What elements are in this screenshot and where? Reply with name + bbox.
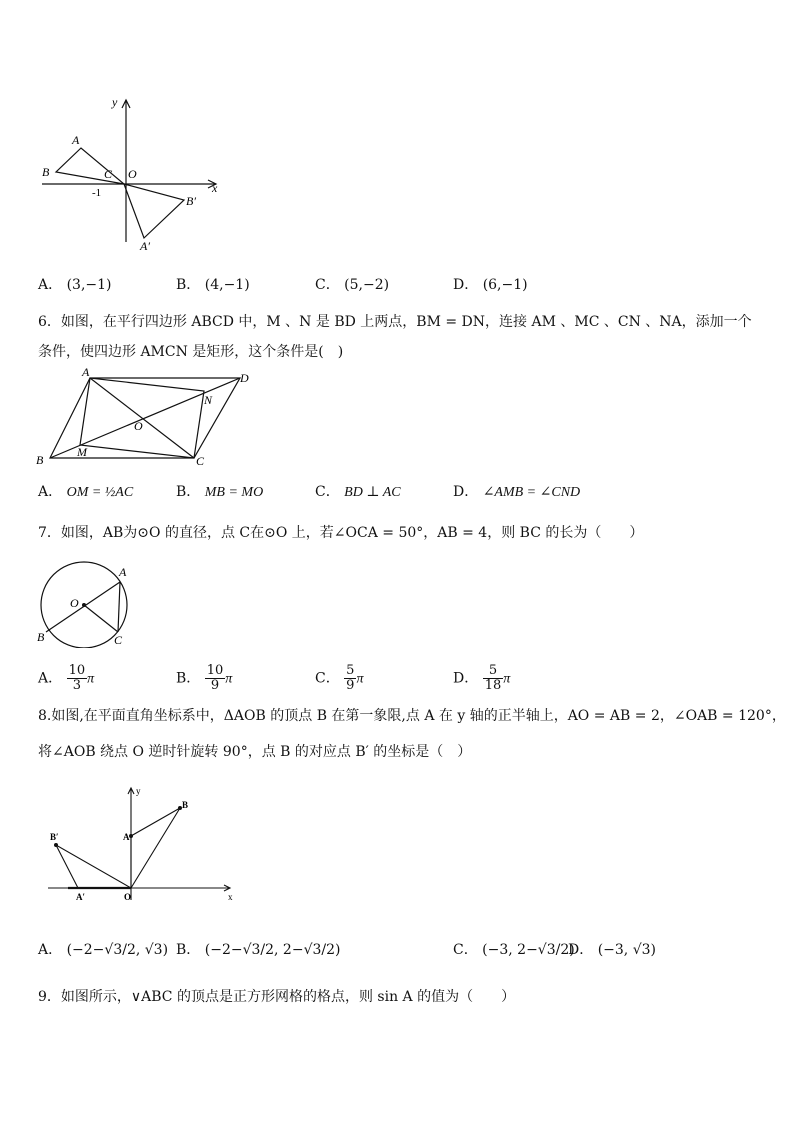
q8-label-A: A bbox=[123, 832, 130, 842]
q7-option-c-fraction: $\frac{5}{9}$ bbox=[346, 663, 355, 693]
q8-question-line1: 8.如图,在平面直角坐标系中，ΔAOB 的顶点 B 在第一象限,点 A 在 y 轴的正半轴上，AO = AB = 2，∠OAB = 120°， bbox=[38, 708, 786, 724]
q6-label-C: C bbox=[196, 454, 205, 468]
q5-x-label: x bbox=[212, 181, 218, 195]
q6-label-M: M bbox=[77, 445, 87, 459]
q6-option-d[interactable]: D． ∠AMB = ∠CND bbox=[453, 484, 581, 500]
q8-label-O: O bbox=[124, 892, 132, 902]
q7-label-A: A bbox=[119, 565, 127, 579]
q5-option-a[interactable]: A． (3,−1) bbox=[38, 277, 112, 293]
q8-figure bbox=[40, 782, 240, 906]
q7-question-line1: 7．如图，AB为⊙O 的直径，点 C在⊙O 上，若∠OCA = 50°，AB = 4，则 BC 的长为（ ） bbox=[38, 525, 644, 541]
q6-label-B: B bbox=[36, 453, 44, 467]
q5-option-b[interactable]: B． (4,−1) bbox=[176, 277, 250, 293]
q8-question-line2: 将∠AOB 绕点 O 逆时针旋转 90°，点 B 的对应点 B′ 的坐标是（ ） bbox=[38, 744, 472, 760]
q5-label-Aprime: A′ bbox=[140, 239, 150, 253]
q5-label-B: B bbox=[42, 165, 50, 179]
q7-option-b-fraction: $\frac{10}{9}$ bbox=[206, 663, 224, 693]
q8-label-Bprime: B′ bbox=[50, 832, 59, 842]
q6-question-line1: 6．如图，在平行四边形 ABCD 中，M 、N 是 BD 上两点，BM = DN，连接 AM 、MC 、CN 、NA，添加一个 bbox=[38, 314, 752, 330]
q7-option-a-fraction: $\frac{10}{3}$ bbox=[68, 663, 86, 693]
q6-option-c[interactable]: C． BD ⊥ AC bbox=[315, 484, 401, 500]
q7-label-B: B bbox=[37, 630, 45, 644]
q7-option-b[interactable]: B． $\frac{10}{9}$ π bbox=[176, 663, 233, 693]
q6-option-a[interactable]: A． OM = ½AC bbox=[38, 484, 134, 500]
q7-figure bbox=[34, 560, 144, 648]
q5-label-O: O bbox=[128, 167, 137, 181]
q5-option-c[interactable]: C． (5,−2) bbox=[315, 277, 390, 293]
q6-label-O: O bbox=[134, 419, 143, 433]
q5-label-neg1: -1 bbox=[92, 187, 102, 199]
q7-option-c[interactable]: C． $\frac{5}{9}$ π bbox=[315, 663, 364, 693]
q5-figure bbox=[36, 92, 226, 257]
q5-y-label: y bbox=[112, 95, 118, 109]
q8-option-b[interactable]: B． (−2−√3/2, 2−√3/2) bbox=[176, 942, 341, 958]
q5-label-C: C bbox=[104, 167, 113, 181]
q7-option-d[interactable]: D． $\frac{5}{18}$ π bbox=[453, 663, 511, 693]
q6-label-N: N bbox=[204, 393, 213, 407]
q9-question-line1: 9．如图所示，∨ABC 的顶点是正方形网格的格点，则 sin A 的值为（ ） bbox=[38, 989, 516, 1005]
q5-label-Bprime: B′ bbox=[186, 194, 196, 208]
q6-label-A: A bbox=[82, 366, 90, 379]
q8-option-a[interactable]: A． (−2−√3/2, √3) bbox=[38, 942, 169, 958]
q7-label-O: O bbox=[70, 596, 79, 610]
q6-option-b[interactable]: B． MB = MO bbox=[176, 484, 264, 500]
q8-label-B: B bbox=[182, 800, 189, 810]
q6-figure bbox=[34, 366, 264, 472]
q7-option-d-fraction: $\frac{5}{18}$ bbox=[484, 663, 502, 693]
q8-label-Aprime: A′ bbox=[76, 892, 86, 902]
q8-y-label: y bbox=[136, 786, 141, 796]
q5-label-A: A bbox=[72, 133, 80, 147]
q8-option-d[interactable]: D． (−3, √3) bbox=[568, 942, 656, 958]
q8-option-c[interactable]: C． (−3, 2−√3/2) bbox=[453, 942, 575, 958]
q5-option-d[interactable]: D． (6,−1) bbox=[453, 277, 528, 293]
q7-option-a[interactable]: A． $\frac{10}{3}$ π bbox=[38, 663, 95, 693]
q6-label-D: D bbox=[240, 371, 249, 385]
q6-question-line2: 条件，使四边形 AMCN 是矩形，这个条件是( ) bbox=[38, 344, 344, 360]
q8-x-label: x bbox=[228, 892, 233, 902]
q7-label-C: C bbox=[114, 633, 123, 647]
